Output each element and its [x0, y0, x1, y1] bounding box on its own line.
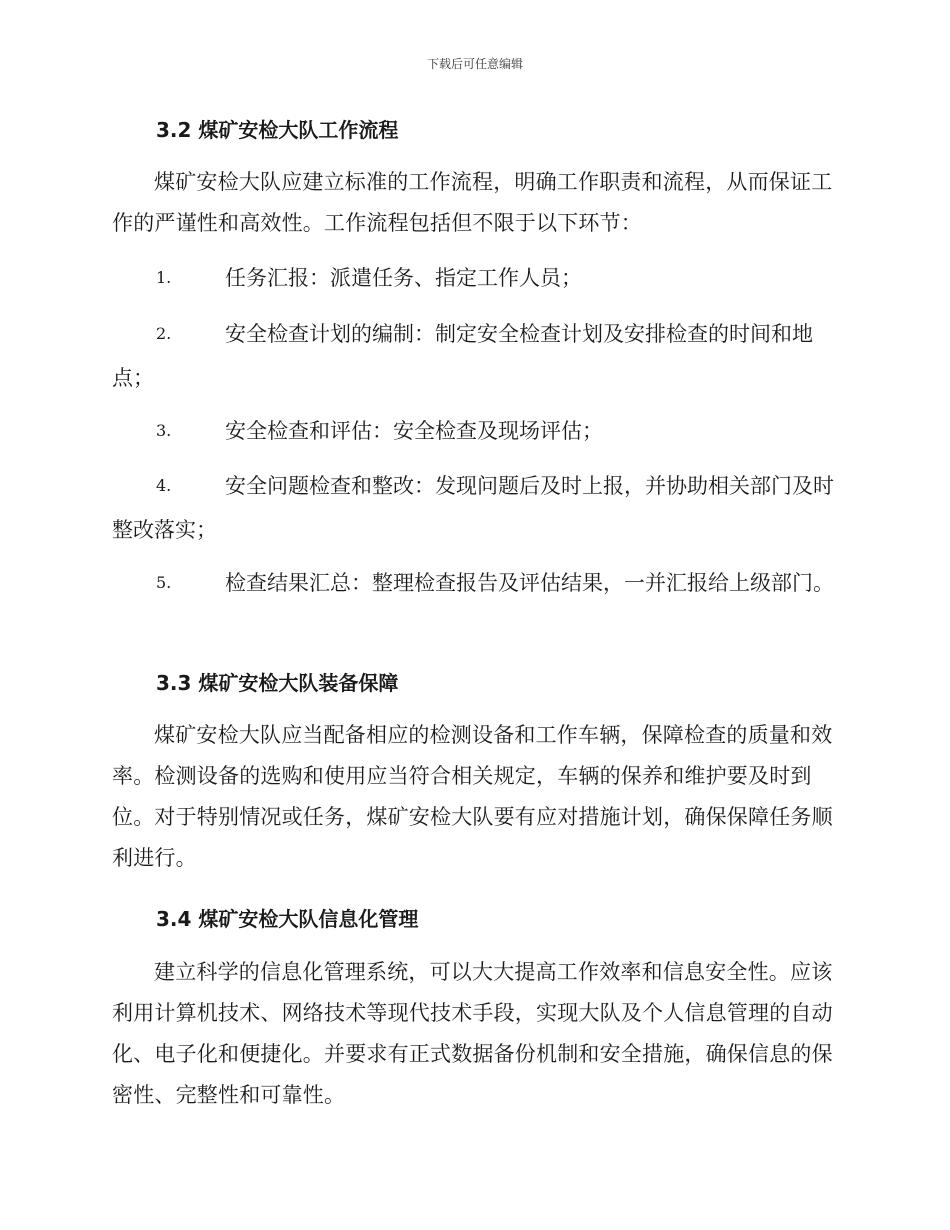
- list-item-text: 检查结果汇总：整理检查报告及评估结果，一并汇报给上级部门。: [225, 571, 834, 595]
- section-heading-3-3: 3.3 煤矿安检大队装备保障: [156, 671, 399, 695]
- section-3-4-paragraph: 建立科学的信息化管理系统，可以大大提高工作效率和信息安全性。应该利用计算机技术、网络技术等现代技术手段，实现大队及个人信息管理的自动化、电子化和便捷化。并要求有正式数据备份机制和安全措施，确保信息的保密性、完整性和可靠性。: [112, 960, 833, 1107]
- list-item-text: 安全问题检查和整改：发现问题后及时上报，并协助相关部门及时整改落实；: [112, 474, 834, 542]
- list-item: [112, 464, 834, 552]
- section-3-3-paragraph: 煤矿安检大队应当配备相应的检测设备和工作车辆，保障检查的质量和效率。检测设备的选购和使用应当符合相关规定，车辆的保养和维护要及时到位。对于特别情况或任务，煤矿安检大队要有应对措施计划，确保保障任务顺利进行。: [112, 723, 833, 870]
- list-item-number: 2.: [156, 324, 172, 343]
- list-item-number: 1.: [156, 268, 172, 287]
- list-item-text: 安全检查和评估：安全检查及现场评估；: [225, 419, 603, 443]
- section-heading-3-4: 3.4 煤矿安检大队信息化管理: [156, 907, 419, 931]
- list-item: [112, 561, 834, 605]
- section-heading-3-2: 3.2 煤矿安检大队工作流程: [156, 118, 399, 142]
- list-item-number: 5.: [156, 573, 172, 592]
- list-item-number: 4.: [156, 476, 172, 495]
- list-item: [112, 256, 834, 300]
- list-item: [112, 312, 834, 400]
- page-header: 下载后可任意编辑: [426, 57, 523, 71]
- list-item-number: 3.: [156, 421, 172, 440]
- section-3-2-paragraph: 煤矿安检大队应建立标准的工作流程，明确工作职责和流程，从而保证工作的严谨性和高效性。工作流程包括但不限于以下环节：: [112, 170, 833, 235]
- list-item-text: 安全检查计划的编制：制定安全检查计划及安排检查的时间和地点；: [112, 322, 813, 390]
- list-item: [112, 409, 834, 453]
- list-item-text: 任务汇报：派遣任务、指定工作人员；: [225, 266, 582, 290]
